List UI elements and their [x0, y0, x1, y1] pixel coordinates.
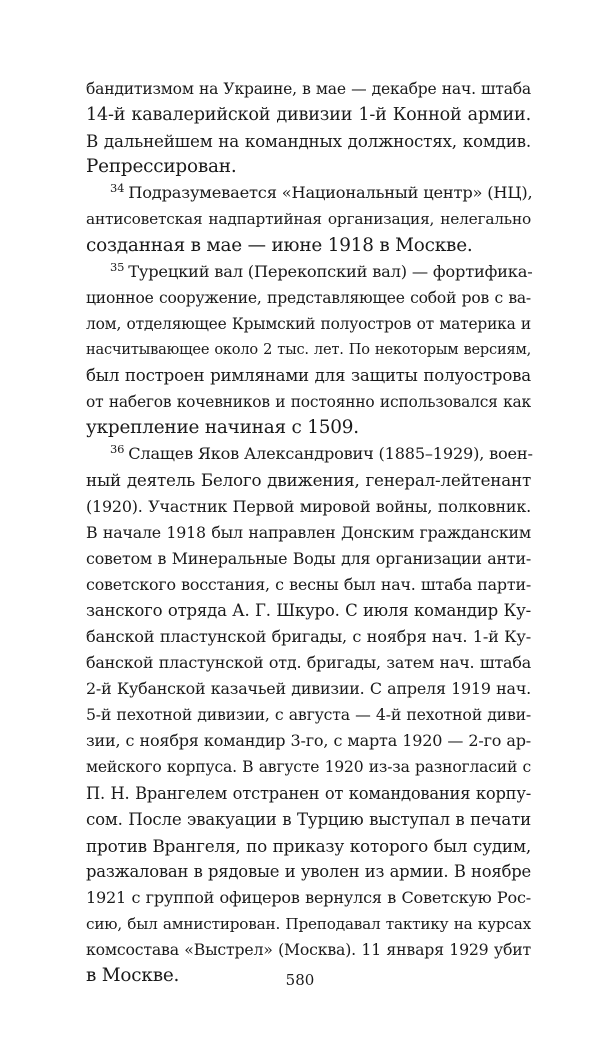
text-line: советского восстания, с весны был нач. штаба парти-	[86, 574, 531, 594]
text-line: банской пластунской отд. бригады, затем нач. штаба	[86, 653, 531, 673]
text-line	[86, 441, 531, 467]
text-line: 2-й Кубанской казачьей дивизии. С апреля 1919 нач.	[86, 679, 531, 699]
text-line: В начале 1918 был направлен Донским гражданским	[86, 522, 531, 542]
text-line: 5-й пехотной дивизии, с августа — 4-й пехотной диви-	[86, 705, 531, 725]
footnote-35	[86, 259, 531, 442]
text-line: (1920). Участник Первой мировой войны, полковник.	[86, 496, 531, 516]
text-line: созданная в мае — июне 1918 в Москве.	[86, 234, 473, 256]
text-line: антисоветская надпартийная организация, нелегально	[86, 210, 531, 229]
text-line: насчитывающее около 2 тыс. лет. По некоторым версиям,	[86, 340, 531, 358]
text-line: советом в Минеральные Воды для организации анти-	[86, 548, 531, 568]
text-line	[86, 259, 531, 285]
text-line: против Врангеля, по приказу которого был судим,	[86, 835, 531, 856]
text-line: от набегов кочевников и постоянно использовался как	[86, 393, 531, 412]
text-line	[86, 180, 531, 206]
continuation-paragraph	[86, 76, 531, 180]
text-line: П. Н. Врангелем отстранен от командования корпу-	[86, 783, 531, 803]
text-line: укрепление начиная с 1509.	[86, 417, 359, 439]
footnote-34	[86, 180, 531, 258]
footnote-number: 34	[110, 181, 125, 196]
text-line: сом. После эвакуации в Турцию выступал в печати	[86, 809, 531, 829]
text-line: зии, с ноября командир 3-го, с марта 1920 — 2-го ар-	[86, 731, 531, 751]
text-line: ный деятель Белого движения, генерал-лейтенант	[86, 470, 531, 491]
text-line: ционное сооружение, представляющее собой ров с ва-	[86, 288, 531, 307]
footnote-first-line: Слащев Яков Александрович (1885–1929), воен-	[128, 444, 533, 464]
text-line: 1921 с группой офицеров вернулся в Советскую Рос-	[86, 887, 531, 907]
text-line: в Москве.	[86, 965, 180, 987]
footnotes-text	[86, 76, 531, 989]
text-line: В дальнейшем на командных должностях, комдив.	[86, 131, 531, 152]
footnote-first-line: Подразумевается «Национальный центр» (НЦ),	[128, 183, 533, 203]
footnote-first-line: Турецкий вал (Перекопский вал) — фортифика-	[128, 261, 533, 281]
text-line: сию, был амнистирован. Преподавал тактику на курсах	[86, 915, 531, 933]
text-line: комсостава «Выстрел» (Москва). 11 января 1929 убит	[86, 940, 531, 960]
text-line: бандитизмом на Украине, в мае — декабре нач. штаба	[86, 80, 531, 98]
footnote-36	[86, 441, 531, 989]
text-line: Репрессирован.	[86, 156, 237, 178]
footnote-number: 35	[110, 259, 125, 274]
text-line: банской пластунской бригады, с ноября нач. 1-й Ку-	[86, 626, 531, 646]
page-number: 580	[285, 971, 315, 989]
text-line: лом, отделяющее Крымский полуостров от материка и	[86, 314, 531, 333]
text-line: мейского корпуса. В августе 1920 из-за разногласий с	[86, 758, 531, 777]
text-line: разжалован в рядовые и уволен из армии. В ноябре	[86, 861, 531, 881]
text-line: был построен римлянами для защиты полуострова	[86, 366, 531, 386]
text-line: 14-й кавалерийской дивизии 1-й Конной армии.	[86, 105, 531, 126]
text-line: занского отряда А. Г. Шкуро. С июля командир Ку-	[86, 600, 531, 620]
footnote-number: 36	[110, 442, 125, 457]
